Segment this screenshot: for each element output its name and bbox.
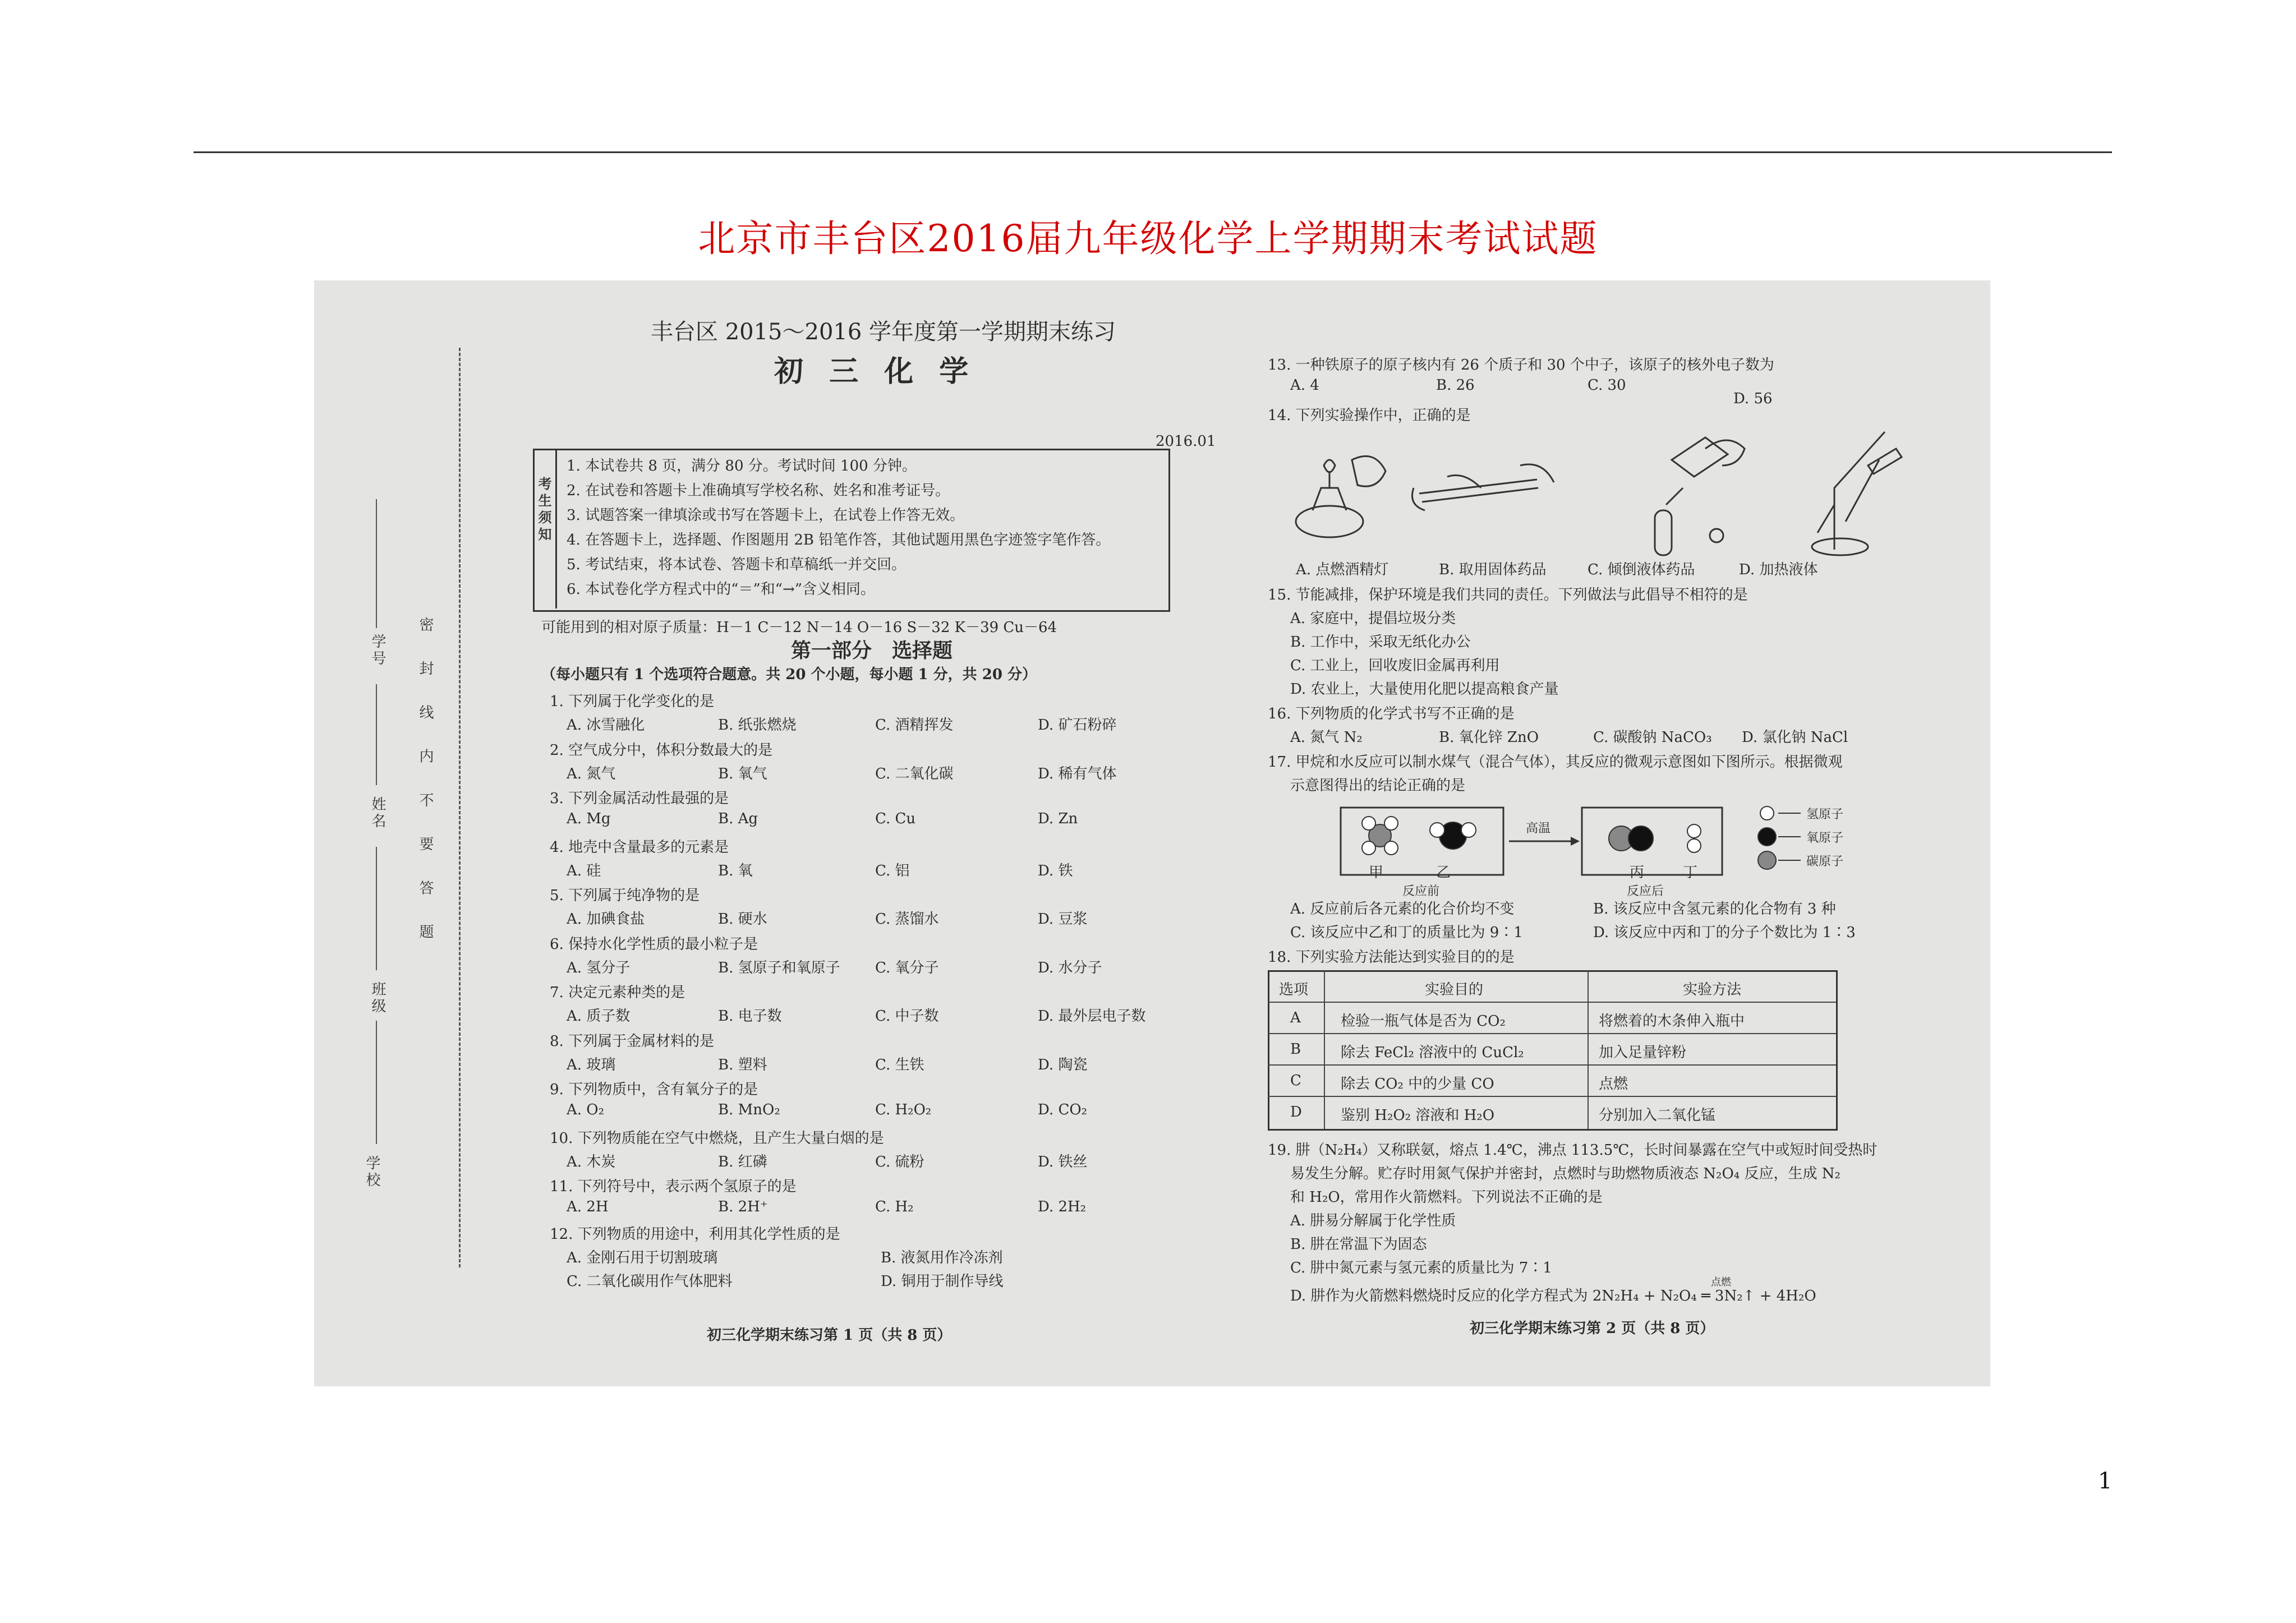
option-13b: B. 26 <box>1436 377 1475 394</box>
heat-liquid-icon <box>1812 432 1902 555</box>
option-2a: A. 氮气 <box>567 765 616 782</box>
question-6: 6. 保持水化学性质的最小粒子是 <box>550 935 758 953</box>
option-12a: A. 金刚石用于切割玻璃 <box>567 1249 718 1266</box>
option-6a: A. 氢分子 <box>567 959 631 976</box>
methane-molecule-icon <box>1362 817 1398 855</box>
legend-hydrogen: 氢原子 <box>1806 808 1844 822</box>
option-15c: C. 工业上，回收废旧金属再利用 <box>1290 657 1500 674</box>
option-14b: B. 取用固体药品 <box>1439 561 1547 578</box>
question-1: 1. 下列属于化学变化的是 <box>550 693 715 710</box>
option-13d: D. 56 <box>1733 390 1773 407</box>
table-col-line <box>1588 970 1589 1129</box>
option-17a: A. 反应前后各元素的化合价均不变 <box>1290 901 1515 917</box>
part-note: （每小题只有 1 个选项符合题意。共 20 个小题，每小题 1 分，共 20 分） <box>541 666 1037 683</box>
blank-line <box>376 1021 377 1144</box>
table-cell: B <box>1290 1041 1301 1058</box>
option-4d: D. 铁 <box>1038 862 1073 879</box>
label-after: 反应后 <box>1627 884 1664 898</box>
option-16a: A. 氮气 N₂ <box>1290 729 1363 746</box>
option-3c: C. Cu <box>875 810 916 827</box>
option-10c: C. 硫粉 <box>875 1153 924 1170</box>
question-4: 4. 地壳中含量最多的元素是 <box>550 838 729 856</box>
option-14d: D. 加热液体 <box>1739 561 1818 578</box>
option-2c: C. 二氧化碳 <box>875 765 954 782</box>
option-11d: D. 2H₂ <box>1038 1198 1087 1215</box>
option-7a: A. 质子数 <box>567 1008 631 1025</box>
option-16b: B. 氧化锌 ZnO <box>1439 729 1539 746</box>
question-7: 7. 决定元素种类的是 <box>550 984 685 1001</box>
solid-reagent-icon <box>1412 464 1554 510</box>
label-jia: 甲 <box>1369 864 1384 881</box>
question-19-line3: 和 H₂O，常用作火箭燃料。下列说法不正确的是 <box>1290 1189 1603 1206</box>
option-12d: D. 铜用于制作导线 <box>881 1273 1004 1290</box>
question-18: 18. 下列实验方法能达到实验目的的是 <box>1268 949 1515 966</box>
question-9: 9. 下列物质中，含有氧分子的是 <box>550 1081 758 1098</box>
option-5a: A. 加碘食盐 <box>567 911 645 928</box>
blank-line <box>376 684 377 785</box>
option-12b: B. 液氮用作冷冻剂 <box>881 1249 1003 1266</box>
option-7d: D. 最外层电子数 <box>1038 1008 1146 1025</box>
table-header: 实验方法 <box>1683 981 1742 998</box>
option-8c: C. 生铁 <box>875 1056 924 1073</box>
document-title: 北京市丰台区2016届九年级化学上学期期末考试试题 <box>698 217 1598 260</box>
label-ding: 丁 <box>1683 864 1698 881</box>
scanned-exam-image <box>314 280 1990 1386</box>
option-9c: C. H₂O₂ <box>875 1101 932 1118</box>
pour-liquid-icon <box>1655 437 1745 555</box>
option-10b: B. 红磷 <box>718 1153 767 1170</box>
notice-label: 考生须知 <box>536 477 552 544</box>
option-8a: A. 玻璃 <box>567 1056 616 1073</box>
carbon-monoxide-icon <box>1609 826 1653 851</box>
question-19-line2: 易发生分解。贮存时用氮气保护并密封，点燃时与助燃物质液态 N₂O₄ 反应，生成 N₂ <box>1290 1165 1841 1182</box>
exam-subject: 初 三 化 学 <box>774 354 977 389</box>
option-15d: D. 农业上，大量使用化肥以提高粮食产量 <box>1290 681 1559 698</box>
notice-item: 4. 在答题卡上，选择题、作图题用 2B 铅笔作答，其他试题用黑色字迹签字笔作答。 <box>567 532 1111 548</box>
notice-item: 1. 本试卷共 8 页，满分 80 分。考试时间 100 分钟。 <box>567 458 917 474</box>
table-cell: C <box>1290 1072 1301 1089</box>
part-title: 第一部分 选择题 <box>791 639 953 662</box>
label-bing: 丙 <box>1630 864 1645 881</box>
hydrogen-molecule-icon <box>1687 824 1701 852</box>
option-1b: B. 纸张燃烧 <box>718 717 797 734</box>
question-3: 3. 下列金属活动性最强的是 <box>550 790 729 807</box>
question-19-line1: 19. 肼（N₂H₄）又称联氨，熔点 1.4℃，沸点 113.5℃，长时间暴露在空气中或短时间受热时 <box>1268 1142 1878 1159</box>
table-line <box>1268 1096 1836 1097</box>
option-4c: C. 铝 <box>875 862 910 879</box>
legend-atoms <box>1758 806 1801 869</box>
option-14c: C. 倾倒液体药品 <box>1588 561 1695 578</box>
atomic-masses: 可能用到的相对原子质量：H－1 C－12 N－14 O－16 S－32 K－39 Cu－64 <box>541 619 1057 636</box>
table-header: 选项 <box>1279 981 1309 998</box>
margin-label-student-id: 学号 <box>369 634 386 667</box>
table-cell: D <box>1290 1104 1302 1121</box>
option-8b: B. 塑料 <box>718 1056 767 1073</box>
table-line <box>1268 1033 1836 1034</box>
option-19a: A. 肼易分解属于化学性质 <box>1290 1212 1456 1229</box>
exam-date: 2016.01 <box>1156 433 1216 450</box>
exam-header: 丰台区 2015～2016 学年度第一学期期末练习 <box>651 319 1116 345</box>
table-cell: 鉴别 H₂O₂ 溶液和 H₂O <box>1341 1107 1495 1124</box>
option-7c: C. 中子数 <box>875 1008 939 1025</box>
question-14: 14. 下列实验操作中，正确的是 <box>1268 407 1471 424</box>
question-16: 16. 下列物质的化学式书写不正确的是 <box>1268 706 1515 722</box>
page-number: 1 <box>2098 1468 2113 1494</box>
question-17-cont: 示意图得出的结论正确的是 <box>1290 777 1466 794</box>
table-cell: 检验一瓶气体是否为 CO₂ <box>1341 1013 1506 1030</box>
question-2: 2. 空气成分中，体积分数最大的是 <box>550 741 773 759</box>
question-10: 10. 下列物质能在空气中燃烧，且产生大量白烟的是 <box>550 1129 884 1147</box>
option-19c: C. 肼中氮元素与氢元素的质量比为 7∶1 <box>1290 1260 1552 1276</box>
margin-label-name: 姓名 <box>369 796 386 830</box>
lab-operation-illustrations <box>1279 426 1952 550</box>
question-8: 8. 下列属于金属材料的是 <box>550 1032 715 1050</box>
option-2d: D. 稀有气体 <box>1038 765 1117 782</box>
label-yi: 乙 <box>1436 864 1451 881</box>
table-line <box>1268 1064 1836 1066</box>
table-cell: 点燃 <box>1599 1076 1628 1092</box>
option-1a: A. 冰雪融化 <box>567 717 645 734</box>
footer-left: 初三化学期末练习第 1 页（共 8 页） <box>707 1327 952 1344</box>
equation-condition: 点燃 <box>1711 1276 1731 1288</box>
option-1c: C. 酒精挥发 <box>875 717 954 734</box>
option-15a: A. 家庭中，提倡垃圾分类 <box>1290 610 1456 627</box>
option-17d: D. 该反应中丙和丁的分子个数比为 1∶3 <box>1593 924 1856 941</box>
option-5d: D. 豆浆 <box>1038 911 1088 928</box>
notice-divider <box>555 449 557 608</box>
notice-item: 3. 试题答案一律填涂或书写在答题卡上，在试卷上作答无效。 <box>567 507 965 524</box>
question-12: 12. 下列物质的用途中，利用其化学性质的是 <box>550 1226 840 1243</box>
table-cell: 加入足量锌粉 <box>1599 1044 1687 1061</box>
option-17b: B. 该反应中含氢元素的化合物有 3 种 <box>1593 901 1836 917</box>
legend-carbon: 碳原子 <box>1806 855 1844 869</box>
alcohol-lamp-icon <box>1296 456 1386 537</box>
margin-label-class: 班级 <box>369 981 386 1015</box>
table-cell: 除去 FeCl₂ 溶液中的 CuCl₂ <box>1341 1044 1524 1061</box>
table-cell: 分别加入二氧化锰 <box>1599 1107 1716 1124</box>
option-5c: C. 蒸馏水 <box>875 911 939 928</box>
option-9a: A. O₂ <box>567 1101 605 1118</box>
table-line <box>1268 1002 1836 1003</box>
option-6b: B. 氢原子和氧原子 <box>718 959 840 976</box>
option-8d: D. 陶瓷 <box>1038 1056 1088 1073</box>
margin-label-school: 学校 <box>364 1155 380 1189</box>
option-2b: B. 氧气 <box>718 765 767 782</box>
question-11: 11. 下列符号中，表示两个氢原子的是 <box>550 1178 797 1195</box>
option-10d: D. 铁丝 <box>1038 1153 1088 1170</box>
table-header: 实验目的 <box>1425 981 1484 998</box>
table-col-line <box>1324 970 1325 1129</box>
option-5b: B. 硬水 <box>718 911 767 928</box>
table-cell: 除去 CO₂ 中的少量 CO <box>1341 1076 1494 1092</box>
option-16d: D. 氯化钠 NaCl <box>1742 729 1848 746</box>
option-6d: D. 水分子 <box>1038 959 1102 976</box>
option-9d: D. CO₂ <box>1038 1101 1088 1118</box>
notice-item: 6. 本试卷化学方程式中的“＝”和“→”含义相同。 <box>567 581 876 598</box>
option-11a: A. 2H <box>567 1198 609 1215</box>
question-15: 15. 节能减排，保护环境是我们共同的责任。下列做法与此倡导不相符的是 <box>1268 587 1748 603</box>
blank-line <box>376 499 377 628</box>
question-13: 13. 一种铁原子的原子核内有 26 个质子和 30 个中子，该原子的核外电子数为 <box>1268 357 1774 374</box>
option-7b: B. 电子数 <box>718 1008 782 1025</box>
option-3a: A. Mg <box>567 810 611 827</box>
option-9b: B. MnO₂ <box>718 1101 780 1118</box>
label-before: 反应前 <box>1402 884 1440 898</box>
option-12c: C. 二氧化碳用作气体肥料 <box>567 1273 733 1290</box>
option-19d: D. 肼作为火箭燃料燃烧时反应的化学方程式为 2N₂H₄ + N₂O₄ ═ 3N₂↑ + 4H₂O <box>1290 1288 1816 1304</box>
notice-item: 2. 在试卷和答题卡上准确填写学校名称、姓名和准考证号。 <box>567 482 950 499</box>
option-13c: C. 30 <box>1588 377 1626 394</box>
header-rule <box>194 151 2112 153</box>
option-4b: B. 氧 <box>718 862 753 879</box>
option-4a: A. 硅 <box>567 862 601 879</box>
question-5: 5. 下列属于纯净物的是 <box>550 887 700 904</box>
reaction-condition: 高温 <box>1526 822 1551 836</box>
option-6c: C. 氧分子 <box>875 959 939 976</box>
water-molecule-icon <box>1430 822 1476 849</box>
option-11b: B. 2H⁺ <box>718 1198 768 1215</box>
question-17: 17. 甲烷和水反应可以制水煤气（混合气体），其反应的微观示意图如下图所示。根据微观 <box>1268 754 1843 771</box>
option-14a: A. 点燃酒精灯 <box>1296 561 1389 578</box>
table-cell: 将燃着的木条伸入瓶中 <box>1599 1013 1745 1030</box>
seal-dashed-line <box>459 348 461 1267</box>
option-16c: C. 碳酸钠 NaCO₃ <box>1593 729 1712 746</box>
table-cell: A <box>1290 1009 1301 1026</box>
blank-line <box>376 847 377 970</box>
option-3d: D. Zn <box>1038 810 1078 827</box>
option-3b: B. Ag <box>718 810 758 827</box>
footer-right: 初三化学期末练习第 2 页（共 8 页） <box>1470 1320 1715 1337</box>
option-1d: D. 矿石粉碎 <box>1038 717 1117 734</box>
notice-item: 5. 考试结束，将本试卷、答题卡和草稿纸一并交回。 <box>567 556 907 573</box>
option-11c: C. H₂ <box>875 1198 914 1215</box>
option-10a: A. 木炭 <box>567 1153 616 1170</box>
legend-oxygen: 氧原子 <box>1806 831 1844 845</box>
seal-text: 密 封 线 内 不 要 答 题 <box>417 617 434 951</box>
option-13a: A. 4 <box>1290 377 1319 394</box>
option-17c: C. 该反应中乙和丁的质量比为 9∶1 <box>1290 924 1523 941</box>
option-15b: B. 工作中，采取无纸化办公 <box>1290 634 1471 651</box>
option-19b: B. 肼在常温下为固态 <box>1290 1236 1427 1253</box>
